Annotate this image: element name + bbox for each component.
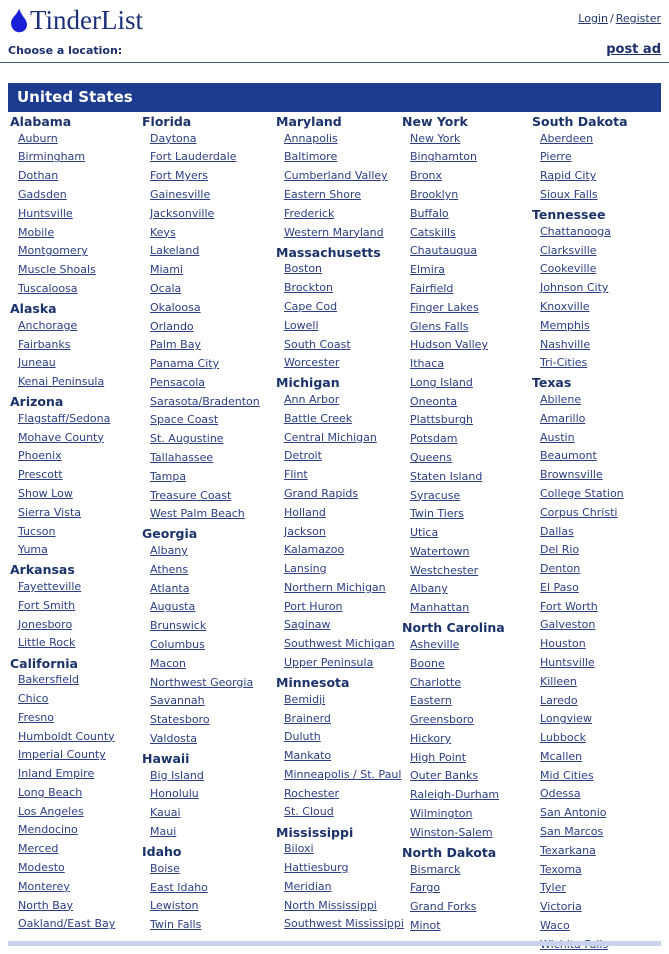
- city-link[interactable]: Merced: [18, 842, 59, 856]
- city-link[interactable]: Catskills: [410, 225, 456, 239]
- city-link[interactable]: Dallas: [540, 524, 574, 538]
- city-link[interactable]: Jacksonville: [150, 206, 215, 220]
- city-link[interactable]: Bronx: [410, 169, 443, 183]
- state-group: [10, 396, 142, 559]
- city-link[interactable]: Lakeland: [150, 244, 200, 258]
- city-link[interactable]: Northern Michigan: [284, 580, 386, 594]
- state-name: Tennessee: [532, 207, 606, 223]
- city-link[interactable]: Cookeville: [540, 262, 597, 276]
- city-link[interactable]: Macon: [150, 656, 186, 670]
- state-name: Hawaii: [142, 751, 190, 766]
- state-name: South Dakota: [532, 114, 628, 129]
- city-link[interactable]: Finger Lakes: [410, 300, 479, 314]
- city-link[interactable]: Keys: [150, 225, 176, 239]
- state-group: [532, 377, 657, 953]
- city-link[interactable]: Galveston: [540, 618, 596, 632]
- state-group: [402, 844, 532, 935]
- city-link[interactable]: Pierre: [540, 150, 572, 164]
- city-link[interactable]: Okaloosa: [150, 300, 201, 314]
- city-link[interactable]: College Station: [540, 486, 624, 500]
- city-link[interactable]: Binghamton: [410, 150, 477, 164]
- city-link[interactable]: Kalamazoo: [284, 543, 345, 557]
- location-bar: [0, 42, 669, 63]
- city-link[interactable]: Denton: [540, 562, 581, 576]
- city-link[interactable]: Rapid City: [540, 169, 597, 183]
- logo-text: TinderList: [30, 5, 144, 35]
- city-link[interactable]: Fresno: [18, 710, 55, 724]
- city-link[interactable]: Monterey: [18, 879, 70, 893]
- city-link[interactable]: Bemidji: [284, 692, 326, 706]
- city-link[interactable]: East Idaho: [150, 880, 208, 894]
- state-name: New York: [402, 114, 468, 129]
- location-columns: [8, 112, 661, 954]
- city-link[interactable]: Greensboro: [410, 713, 474, 727]
- city-link[interactable]: Dothan: [18, 169, 59, 183]
- city-link[interactable]: Central Michigan: [284, 430, 377, 444]
- city-link[interactable]: Queens: [410, 450, 452, 464]
- city-link[interactable]: Anchorage: [18, 318, 78, 332]
- state-group: [142, 753, 276, 841]
- city-link[interactable]: Killeen: [540, 674, 577, 688]
- city-link[interactable]: Inland Empire: [18, 767, 95, 781]
- city-link[interactable]: Tyler: [540, 881, 566, 895]
- city-link[interactable]: Albany: [410, 582, 448, 596]
- city-link[interactable]: St. Augustine: [150, 432, 224, 446]
- city-link[interactable]: Wilmington: [410, 807, 473, 821]
- city-link[interactable]: Waco: [540, 918, 570, 932]
- city-link[interactable]: Baltimore: [284, 150, 338, 164]
- city-link[interactable]: Southwest Mississippi: [284, 917, 404, 931]
- main-content: [8, 83, 661, 954]
- city-link[interactable]: South Coast: [284, 337, 351, 351]
- city-link[interactable]: Abilene: [540, 393, 582, 407]
- city-link[interactable]: Fort Worth: [540, 599, 598, 613]
- city-link[interactable]: Chautauqua: [410, 244, 478, 258]
- city-link[interactable]: Imperial County: [18, 748, 106, 762]
- city-link[interactable]: Prescott: [18, 468, 63, 482]
- state-group: [532, 116, 657, 204]
- city-link[interactable]: Manhattan: [410, 601, 470, 615]
- city-link[interactable]: Ann Arbor: [284, 393, 340, 407]
- state-name: Alaska: [10, 301, 57, 317]
- city-link[interactable]: Fairbanks: [18, 337, 71, 351]
- city-link[interactable]: Fayetteville: [18, 580, 82, 594]
- city-link[interactable]: Saginaw: [284, 618, 331, 632]
- city-link[interactable]: Pensacola: [150, 375, 206, 389]
- state-group: [276, 824, 404, 934]
- city-link[interactable]: Space Coast: [150, 413, 219, 427]
- city-link[interactable]: Birmingham: [18, 150, 86, 164]
- state-name: Alabama: [10, 114, 72, 129]
- city-link[interactable]: Maui: [150, 825, 177, 839]
- city-link[interactable]: Frederick: [284, 206, 335, 220]
- city-link[interactable]: Utica: [410, 526, 439, 540]
- state-group: [142, 116, 276, 523]
- city-link[interactable]: North Mississippi: [284, 898, 377, 912]
- city-link[interactable]: Chattanooga: [540, 224, 611, 238]
- state-group: [10, 655, 142, 934]
- location-column: [276, 116, 402, 954]
- city-link[interactable]: Mid Cities: [540, 768, 594, 782]
- city-link[interactable]: Boston: [284, 262, 323, 276]
- city-link[interactable]: Huntsville: [18, 206, 73, 220]
- city-link[interactable]: Beaumont: [540, 449, 597, 463]
- state-group: [402, 622, 532, 842]
- state-group: [276, 377, 402, 672]
- city-link[interactable]: New York: [410, 131, 461, 145]
- auth-links: [578, 12, 661, 25]
- city-link[interactable]: Tucson: [18, 524, 56, 538]
- city-link[interactable]: Tuscaloosa: [18, 281, 78, 295]
- city-link[interactable]: Del Rio: [540, 543, 580, 557]
- city-link[interactable]: Worcester: [284, 356, 340, 370]
- city-link[interactable]: Nashville: [540, 337, 591, 351]
- city-link[interactable]: Mendocino: [18, 823, 78, 837]
- city-link[interactable]: Oakland/East Bay: [18, 917, 116, 931]
- city-link[interactable]: Palm Bay: [150, 338, 201, 352]
- city-link[interactable]: Muscle Shoals: [18, 263, 96, 277]
- state-group: [10, 116, 142, 298]
- city-link[interactable]: Twin Falls: [150, 918, 202, 932]
- city-link[interactable]: Columbus: [150, 638, 205, 651]
- city-link[interactable]: Lubbock: [540, 731, 587, 745]
- city-link[interactable]: Jackson: [284, 524, 326, 538]
- city-link[interactable]: Treasure Coast: [150, 488, 232, 502]
- city-link[interactable]: El Paso: [540, 580, 579, 594]
- city-link[interactable]: Gainesville: [150, 188, 211, 202]
- city-link[interactable]: Charlotte: [410, 675, 462, 689]
- city-link[interactable]: Statesboro: [150, 713, 210, 727]
- city-link[interactable]: Atlanta: [150, 581, 190, 595]
- city-link[interactable]: Staten Island: [410, 469, 483, 483]
- city-link[interactable]: Kauai: [150, 806, 181, 820]
- state-name: California: [10, 655, 78, 671]
- state-name: Idaho: [142, 844, 182, 860]
- city-link[interactable]: Brunswick: [150, 619, 207, 633]
- state-name: Minnesota: [276, 675, 350, 691]
- city-link[interactable]: Honolulu: [150, 787, 199, 801]
- bottom-divider-bar: [8, 941, 661, 946]
- city-link[interactable]: Tampa: [150, 469, 187, 483]
- city-link[interactable]: Odessa: [540, 787, 581, 801]
- city-link[interactable]: Potsdam: [410, 432, 458, 446]
- state-name: Arizona: [10, 394, 64, 410]
- city-link[interactable]: Houston: [540, 637, 586, 651]
- city-link[interactable]: Cumberland Valley: [284, 169, 388, 183]
- city-link[interactable]: Daytona: [150, 131, 197, 145]
- state-name: Mississippi: [276, 824, 354, 840]
- city-link[interactable]: Long Island: [410, 375, 473, 389]
- city-link[interactable]: Memphis: [540, 318, 590, 332]
- city-link[interactable]: Eastern: [410, 694, 452, 708]
- choose-location-label: Choose a location:: [8, 44, 123, 57]
- city-link[interactable]: San Antonio: [540, 806, 607, 820]
- city-link[interactable]: Huntsville: [540, 656, 595, 669]
- city-link[interactable]: Chico: [18, 692, 49, 705]
- city-link[interactable]: Phoenix: [18, 449, 62, 463]
- city-link[interactable]: Flagstaff/Sedona: [18, 411, 111, 425]
- city-link[interactable]: Mobile: [18, 225, 55, 239]
- city-link[interactable]: Annapolis: [284, 131, 338, 145]
- city-link[interactable]: Ithaca: [410, 357, 445, 371]
- city-link[interactable]: Brockton: [284, 281, 333, 295]
- city-link[interactable]: Augusta: [150, 600, 196, 614]
- top-bar: [0, 0, 669, 35]
- state-group: [10, 564, 142, 652]
- state-name: Georgia: [142, 526, 198, 542]
- city-link[interactable]: Ocala: [150, 281, 182, 295]
- city-link[interactable]: Montgomery: [18, 244, 88, 258]
- city-link[interactable]: Biloxi: [284, 842, 314, 856]
- city-link[interactable]: Bakersfield: [18, 673, 80, 687]
- city-link[interactable]: Savannah: [150, 694, 205, 708]
- city-link[interactable]: Sarasota/Bradenton: [150, 394, 260, 408]
- city-link[interactable]: Amarillo: [540, 411, 586, 425]
- state-name: Texas: [532, 375, 572, 391]
- city-link[interactable]: Outer Banks: [410, 769, 479, 783]
- city-link[interactable]: Corpus Christi: [540, 505, 618, 519]
- city-link[interactable]: Fort Myers: [150, 169, 209, 183]
- city-link[interactable]: Aberdeen: [540, 131, 594, 145]
- city-link[interactable]: San Marcos: [540, 825, 604, 839]
- city-link[interactable]: Boise: [150, 861, 180, 875]
- city-link[interactable]: North Bay: [18, 898, 74, 912]
- state-group: [10, 303, 142, 391]
- city-link[interactable]: Sierra Vista: [18, 505, 82, 519]
- city-link[interactable]: Albany: [150, 544, 188, 558]
- city-link[interactable]: Clarksville: [540, 243, 597, 257]
- city-link[interactable]: Tri-Cities: [540, 356, 588, 370]
- city-link[interactable]: Meridian: [284, 879, 332, 893]
- city-link[interactable]: Knoxville: [540, 299, 590, 313]
- city-link[interactable]: Lansing: [284, 562, 327, 576]
- city-link[interactable]: Mankato: [284, 749, 332, 763]
- city-link[interactable]: Brownsville: [540, 468, 603, 482]
- location-column: [402, 116, 532, 954]
- city-link[interactable]: Los Angeles: [18, 804, 84, 818]
- city-link[interactable]: Elmira: [410, 263, 446, 277]
- auth-separator: /: [609, 12, 614, 25]
- city-link[interactable]: Fairfield: [410, 281, 454, 295]
- city-link[interactable]: Long Beach: [18, 785, 83, 799]
- location-column: [10, 116, 142, 954]
- city-link[interactable]: Hickory: [410, 731, 452, 745]
- city-link[interactable]: Northwest Georgia: [150, 675, 254, 689]
- city-link[interactable]: Fargo: [410, 881, 441, 895]
- country-header: United States: [8, 83, 661, 112]
- city-link[interactable]: Sioux Falls: [540, 188, 598, 202]
- city-link[interactable]: Buffalo: [410, 206, 449, 220]
- city-link[interactable]: Fort Smith: [18, 598, 76, 612]
- city-link[interactable]: Orlando: [150, 319, 194, 333]
- city-link[interactable]: Western Maryland: [284, 225, 384, 239]
- city-link[interactable]: Gadsden: [18, 188, 67, 202]
- city-link[interactable]: Twin Tiers: [410, 507, 464, 521]
- city-link[interactable]: Hattiesburg: [284, 861, 349, 875]
- city-link[interactable]: Syracuse: [410, 488, 461, 502]
- city-link[interactable]: Brainerd: [284, 711, 331, 725]
- state-name: Maryland: [276, 114, 342, 129]
- city-link[interactable]: Johnson City: [540, 281, 609, 295]
- city-link[interactable]: Watertown: [410, 544, 470, 558]
- city-link[interactable]: Austin: [540, 430, 575, 444]
- city-link[interactable]: Plattsburgh: [410, 413, 474, 427]
- state-name: North Dakota: [402, 844, 497, 860]
- login-link[interactable]: Login: [578, 12, 608, 25]
- city-link[interactable]: Laredo: [540, 693, 578, 707]
- city-link[interactable]: Longview: [540, 712, 592, 726]
- city-link[interactable]: Miami: [150, 263, 184, 277]
- city-link[interactable]: Jonesboro: [18, 617, 73, 631]
- city-link[interactable]: Detroit: [284, 449, 322, 463]
- city-link[interactable]: Big Island: [150, 768, 204, 782]
- city-link[interactable]: Fort Lauderdale: [150, 150, 237, 164]
- city-link[interactable]: Flint: [284, 468, 308, 482]
- state-group: [532, 209, 657, 372]
- site-logo[interactable]: [8, 5, 143, 35]
- city-link[interactable]: Panama City: [150, 357, 220, 371]
- city-link[interactable]: West Palm Beach: [150, 507, 245, 521]
- city-link[interactable]: Rochester: [284, 786, 339, 800]
- city-link[interactable]: St. Cloud: [284, 805, 334, 819]
- city-link[interactable]: Juneau: [18, 356, 56, 370]
- city-link[interactable]: Glens Falls: [410, 319, 469, 333]
- state-group: [402, 116, 532, 617]
- city-link[interactable]: Humboldt County: [18, 729, 115, 743]
- register-link[interactable]: Register: [615, 12, 661, 25]
- city-link[interactable]: Grand Forks: [410, 900, 477, 914]
- city-link[interactable]: Port Huron: [284, 599, 343, 613]
- city-link[interactable]: Show Low: [18, 486, 73, 500]
- state-group: [276, 677, 402, 821]
- city-link[interactable]: Hudson Valley: [410, 338, 488, 352]
- state-name: Florida: [142, 114, 192, 129]
- city-link[interactable]: Minot: [410, 918, 441, 932]
- city-link[interactable]: Lowell: [284, 318, 319, 332]
- city-link[interactable]: Holland: [284, 505, 326, 519]
- city-link[interactable]: Oneonta: [410, 394, 458, 408]
- state-group: [142, 528, 276, 748]
- city-link[interactable]: Upper Peninsula: [284, 656, 374, 669]
- city-link[interactable]: Tallahassee: [150, 450, 214, 464]
- city-link[interactable]: Mohave County: [18, 430, 104, 444]
- state-group: [276, 116, 402, 242]
- city-link[interactable]: Cape Cod: [284, 299, 338, 313]
- city-link[interactable]: Auburn: [18, 131, 58, 145]
- city-link[interactable]: High Point: [410, 750, 467, 764]
- city-link[interactable]: Victoria: [540, 900, 582, 914]
- city-link[interactable]: Bismarck: [410, 862, 461, 876]
- city-link[interactable]: Duluth: [284, 730, 321, 744]
- city-link[interactable]: Eastern Shore: [284, 188, 362, 202]
- city-link[interactable]: Mcallen: [540, 749, 583, 763]
- flame-icon: [8, 7, 29, 34]
- city-link[interactable]: Battle Creek: [284, 411, 353, 425]
- location-column: [532, 116, 657, 954]
- city-link[interactable]: Winston-Salem: [410, 825, 493, 839]
- state-name: North Carolina: [402, 620, 505, 636]
- city-link[interactable]: Texarkana: [540, 843, 596, 857]
- city-link[interactable]: Kenai Peninsula: [18, 375, 105, 389]
- state-group: [142, 846, 276, 934]
- city-link[interactable]: Raleigh-Durham: [410, 788, 500, 802]
- state-name: Massachusetts: [276, 244, 381, 260]
- city-link[interactable]: Texoma: [540, 862, 582, 876]
- state-name: Arkansas: [10, 562, 75, 578]
- city-link[interactable]: Yuma: [18, 543, 48, 557]
- city-link[interactable]: Asheville: [410, 638, 460, 651]
- city-link[interactable]: Valdosta: [150, 731, 197, 745]
- city-link[interactable]: Southwest Michigan: [284, 637, 395, 651]
- city-link[interactable]: Athens: [150, 562, 189, 576]
- state-group: [276, 244, 402, 373]
- city-link[interactable]: Brooklyn: [410, 188, 459, 202]
- city-link[interactable]: Grand Rapids: [284, 486, 359, 500]
- location-column: [142, 116, 276, 954]
- state-name: Michigan: [276, 375, 340, 391]
- city-link[interactable]: Boone: [410, 656, 445, 670]
- post-ad-link[interactable]: post ad: [606, 42, 661, 57]
- city-link[interactable]: Minneapolis / St. Paul: [284, 767, 402, 781]
- city-link[interactable]: Westchester: [410, 563, 479, 577]
- city-link[interactable]: Lewiston: [150, 899, 199, 913]
- city-link[interactable]: Little Rock: [18, 636, 76, 650]
- city-link[interactable]: Modesto: [18, 861, 65, 875]
